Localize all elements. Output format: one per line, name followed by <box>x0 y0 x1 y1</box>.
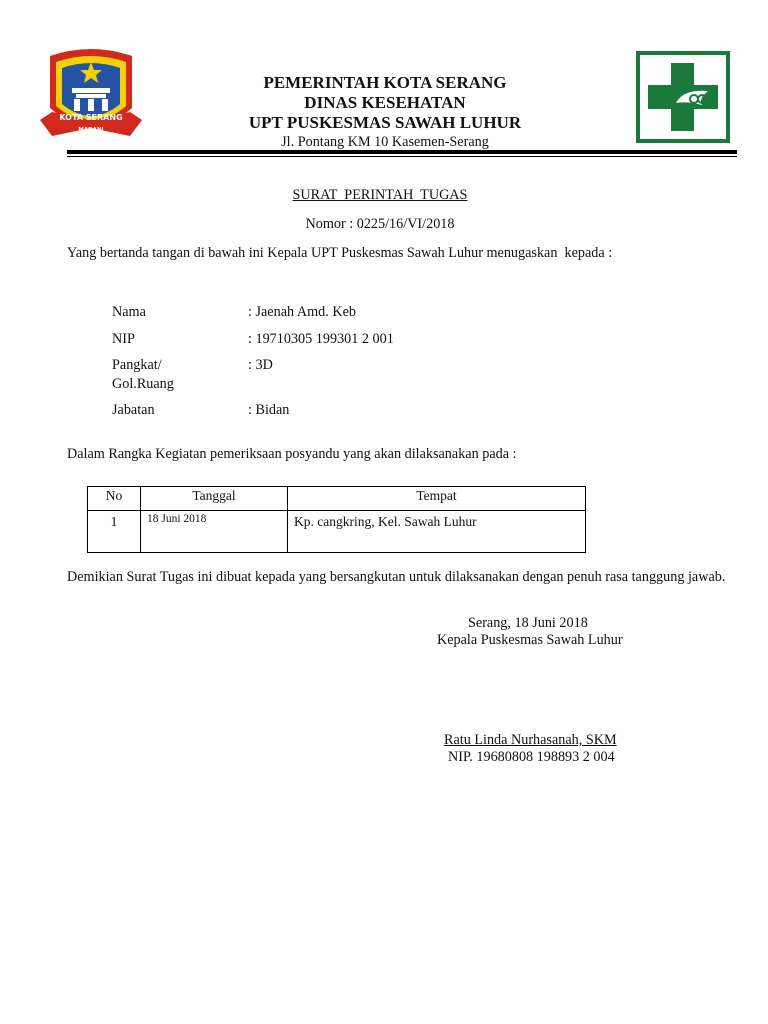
field-value-nip: : 19710305 199301 2 001 <box>248 331 394 347</box>
puskesmas-cross-logo <box>636 51 730 143</box>
letter-title: SURAT PERINTAH TUGAS <box>292 187 468 203</box>
letter-number: Nomor : 0225/16/VI/2018 <box>305 216 455 232</box>
table-row <box>88 511 586 553</box>
signature-place-date: Serang, 18 Juni 2018 <box>468 615 588 631</box>
kota-serang-emblem <box>38 46 144 146</box>
signature-name: Ratu Linda Nurhasanah, SKM <box>444 732 617 748</box>
field-value-jabatan: : Bidan <box>248 402 290 418</box>
field-label-golruang: Gol.Ruang <box>112 376 174 392</box>
letterhead-address: Jl. Pontang KM 10 Kasemen-Serang <box>281 134 489 150</box>
field-label-nama: Nama <box>112 304 146 320</box>
letterhead-line-1: PEMERINTAH KOTA SERANG <box>263 73 507 92</box>
field-label-jabatan: Jabatan <box>112 402 155 418</box>
cell-no: 1 <box>88 511 141 553</box>
letterhead-rule-thick <box>67 150 737 154</box>
letterhead-rule-thin <box>67 156 737 157</box>
emblem-motto-text: MADANI <box>78 127 104 133</box>
letterhead-line-3: UPT PUSKESMAS SAWAH LUHUR <box>248 113 522 132</box>
cell-tempat: Kp. cangkring, Kel. Sawah Luhur <box>288 511 586 553</box>
letter-intro: Yang bertanda tangan di bawah ini Kepala UPT Puskesmas Sawah Luhur menugaskan kepada : <box>67 245 613 261</box>
task-table <box>87 486 586 553</box>
signature-position: Kepala Puskesmas Sawah Luhur <box>437 632 623 648</box>
field-value-nama: : Jaenah Amd. Keb <box>248 304 356 320</box>
letter-closing: Demikian Surat Tugas ini dibuat kepada yang bersangkutan untuk dilaksanakan dengan penuh rasa tanggung jawab. <box>67 569 726 585</box>
field-label-pangkat: Pangkat/ <box>112 357 162 373</box>
field-value-pangkat: : 3D <box>248 357 273 373</box>
signature-nip: NIP. 19680808 198893 2 004 <box>448 749 615 765</box>
task-table-header-row <box>88 487 586 511</box>
col-header-tempat: Tempat <box>288 487 586 511</box>
letterhead-line-2: DINAS KESEHATAN <box>304 93 466 112</box>
col-header-no: No <box>88 487 141 511</box>
letter-activity: Dalam Rangka Kegiatan pemeriksaan posyandu yang akan dilaksanakan pada : <box>67 446 517 462</box>
field-label-nip: NIP <box>112 331 135 347</box>
emblem-banner-text: KOTA SERANG <box>59 113 123 122</box>
cell-tanggal: 18 Juni 2018 <box>141 511 288 553</box>
col-header-tanggal: Tanggal <box>141 487 288 511</box>
